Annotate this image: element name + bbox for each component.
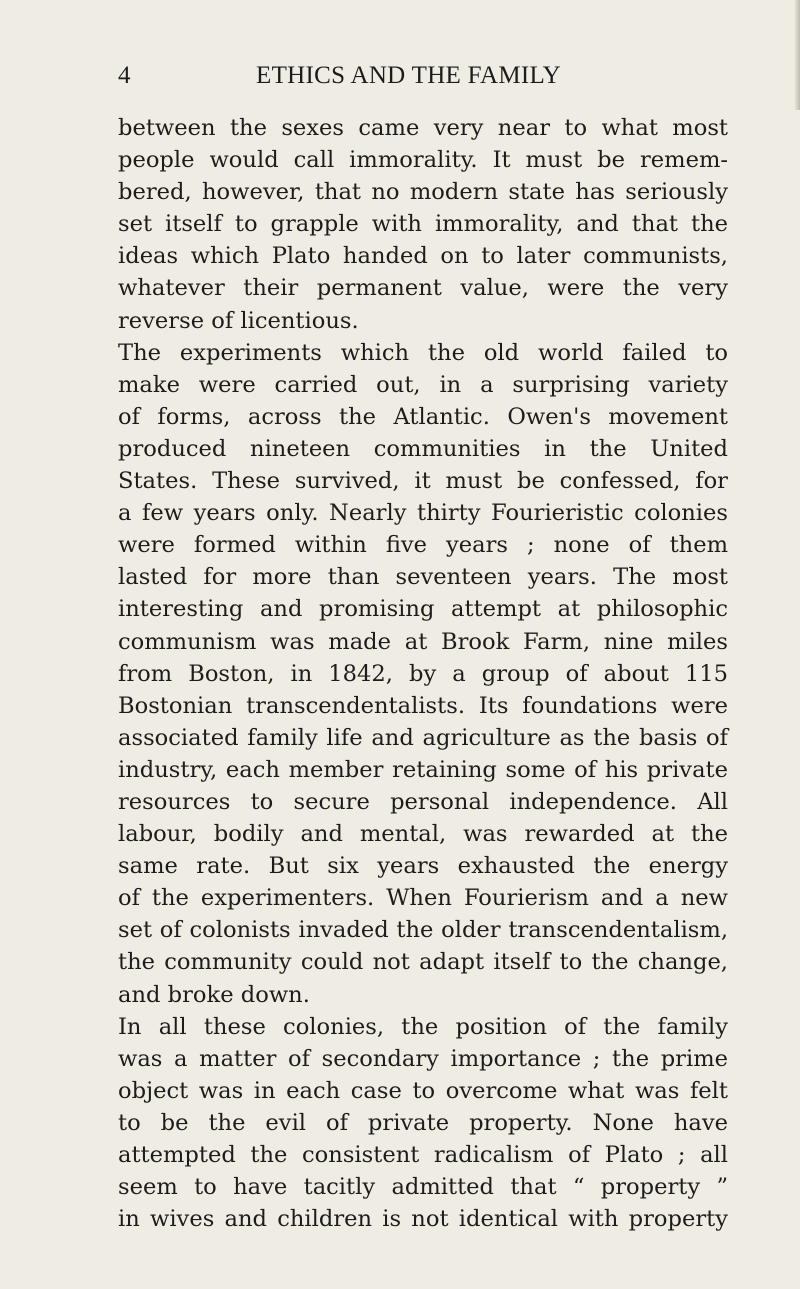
text-line: set of colonists invaded the older transcendentalism,: [118, 917, 728, 944]
text-line: same rate. But six years exhausted the energy: [118, 853, 728, 880]
text-line: people would call immorality. It must be remem-: [118, 147, 728, 174]
text-line: whatever their permanent value, were the very: [118, 275, 728, 302]
page-edge-shadow: [794, 0, 800, 110]
text-line: were formed within five years ; none of them: [118, 532, 728, 559]
page-number: 4: [118, 62, 131, 89]
text-line: labour, bodily and mental, was rewarded at the: [118, 821, 728, 848]
text-line: object was in each case to overcome what was felt: [118, 1077, 728, 1104]
body-text: [118, 112, 728, 1235]
text-line: resources to secure personal independence. All: [118, 788, 728, 815]
text-line: associated family life and agriculture as the basis of: [118, 724, 728, 751]
text-line: of forms, across the Atlantic. Owen's movement: [118, 403, 728, 430]
text-line: Bostonian transcendentalists. Its foundations were: [118, 692, 728, 719]
text-line: communism was made at Brook Farm, nine miles: [118, 628, 728, 655]
running-head: ETHICS AND THE FAMILY: [256, 62, 561, 89]
text-line: ideas which Plato handed on to later communists,: [118, 243, 728, 270]
text-line: the community could not adapt itself to the change,: [118, 949, 728, 976]
text-line: The experiments which the old world failed to: [118, 339, 728, 366]
text-line: in wives and children is not identical with property: [118, 1206, 728, 1233]
text-line: reverse of licentious.: [118, 307, 359, 334]
text-line: was a matter of secondary importance ; the prime: [118, 1045, 728, 1072]
text-line: set itself to grapple with immorality, and that the: [118, 211, 728, 238]
text-line: industry, each member retaining some of his private: [118, 756, 728, 783]
text-line: In all these colonies, the position of the family: [118, 1013, 728, 1040]
text-line: seem to have tacitly admitted that “ property ”: [118, 1174, 728, 1201]
text-line: interesting and promising attempt at philosophic: [118, 596, 728, 623]
text-line: produced nineteen communities in the United: [118, 435, 728, 462]
page-header: [118, 62, 728, 96]
text-line: lasted for more than seventeen years. The most: [118, 564, 728, 591]
text-line: of the experimenters. When Fourierism and a new: [118, 885, 728, 912]
text-line: make were carried out, in a surprising variety: [118, 371, 728, 398]
text-line: to be the evil of private property. None have: [118, 1109, 728, 1136]
text-line: a few years only. Nearly thirty Fourieristic colonies: [118, 500, 728, 527]
text-line: from Boston, in 1842, by a group of about 115: [118, 660, 728, 687]
text-line: States. These survived, it must be confessed, for: [118, 468, 728, 495]
text-line: and broke down.: [118, 981, 310, 1008]
text-line: attempted the consistent radicalism of Plato ; all: [118, 1142, 728, 1168]
text-line: between the sexes came very near to what most: [118, 115, 728, 141]
text-line: bered, however, that no modern state has seriously: [118, 179, 728, 206]
